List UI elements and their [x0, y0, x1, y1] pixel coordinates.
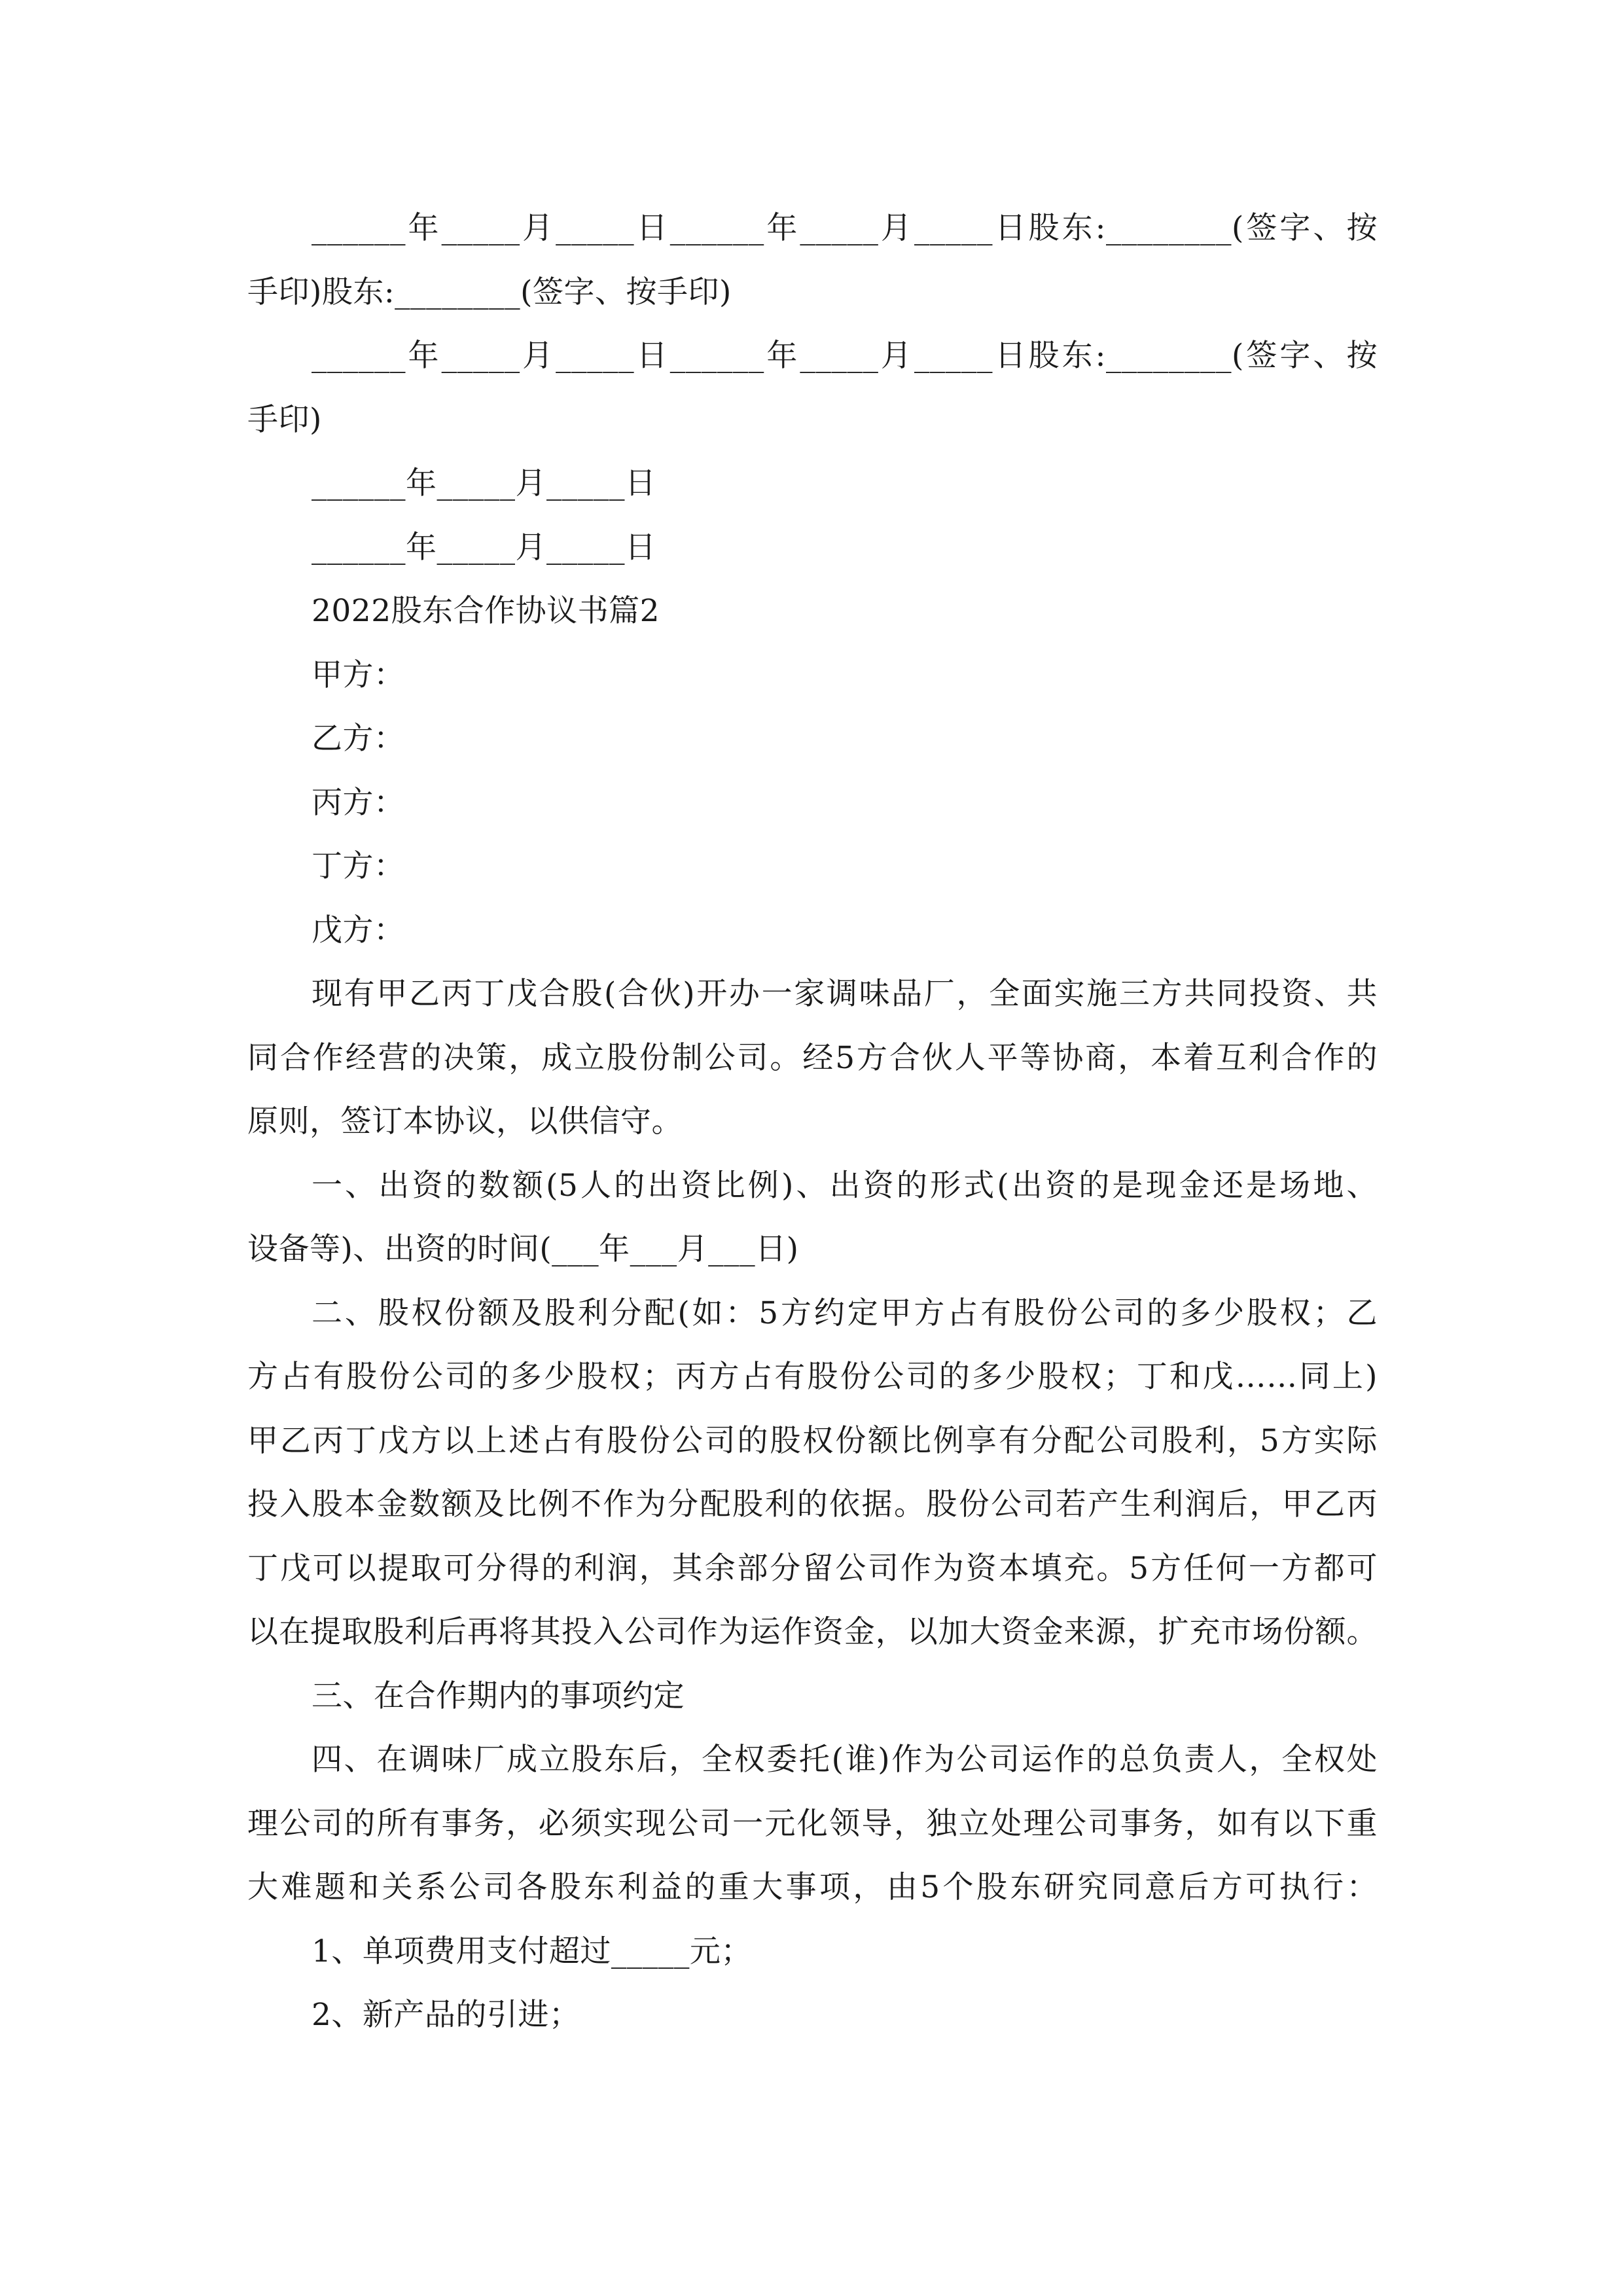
date-line: ______年_____月_____日 — [312, 465, 656, 501]
party-a-label: 甲方： — [312, 656, 405, 693]
paragraph-line: 同合作经营的决策，成立股份制公司。经5方合伙人平等协商，本着互利合作的 — [247, 1039, 1378, 1076]
clause-2-line: 丁戊可以提取可分得的利润，其余部分留公司作为资本填充。5方任何一方都可 — [247, 1550, 1378, 1587]
clause-4-line: 理公司的所有事务，必须实现公司一元化领导，独立处理公司事务，如有以下重 — [247, 1805, 1378, 1842]
clause-4-line: 大难题和关系公司各股东利益的重大事项，由5个股东研究同意后方可执行： — [247, 1869, 1378, 1905]
clause-2-line: 方占有股份公司的多少股权；丙方占有股份公司的多少股权；丁和戊……同上) — [247, 1359, 1378, 1395]
date-line: ______年_____月_____日 — [312, 529, 656, 565]
clause-2-line: 甲乙丙丁戊方以上述占有股份公司的股权份额比例享有分配公司股利，5方实际 — [247, 1422, 1378, 1459]
clause-1-line: 设备等)、出资的时间(___年___月___日) — [247, 1231, 799, 1267]
party-b-label: 乙方： — [312, 721, 405, 757]
party-c-label: 丙方： — [312, 784, 405, 821]
signature-line: 手印) — [247, 401, 322, 438]
clause-3-line: 三、在合作期内的事项约定 — [312, 1677, 685, 1714]
paragraph-line: 现有甲乙丙丁戊合股(合伙)开办一家调味品厂，全面实施三方共同投资、共 — [312, 976, 1378, 1012]
clause-2-line: 以在提取股利后再将其投入公司作为运作资金，以加大资金来源，扩充市场份额。 — [247, 1614, 1378, 1650]
clause-2-line: 投入股本金数额及比例不作为分配股利的依据。股份公司若产生利润后，甲乙丙 — [247, 1486, 1378, 1522]
clause-2-line: 二、股权份额及股利分配(如：5方约定甲方占有股份公司的多少股权；乙 — [312, 1295, 1378, 1331]
clause-1-line: 一、出资的数额(5人的出资比例)、出资的形式(出资的是现金还是场地、 — [312, 1167, 1378, 1204]
signature-date-line: ______年_____月_____日______年_____月_____日股东:________(签字、按 — [312, 338, 1378, 374]
list-item: 1、单项费用支付超过_____元； — [312, 1933, 752, 1969]
document-body — [247, 196, 1378, 2047]
list-item: 2、新产品的引进； — [312, 1997, 580, 2033]
party-d-label: 丁方： — [312, 848, 405, 884]
clause-4-line: 四、在调味厂成立股东后，全权委托(谁)作为公司运作的总负责人，全权处 — [312, 1742, 1378, 1778]
party-e-label: 戊方： — [312, 912, 405, 948]
paragraph-line: 原则，签订本协议，以供信守。 — [247, 1103, 683, 1139]
section-title: 2022股东合作协议书篇2 — [312, 593, 660, 629]
signature-date-line: ______年_____月_____日______年_____月_____日股东:________(签字、按 — [312, 210, 1378, 246]
signature-line: 手印)股东:________(签字、按手印) — [247, 274, 732, 310]
